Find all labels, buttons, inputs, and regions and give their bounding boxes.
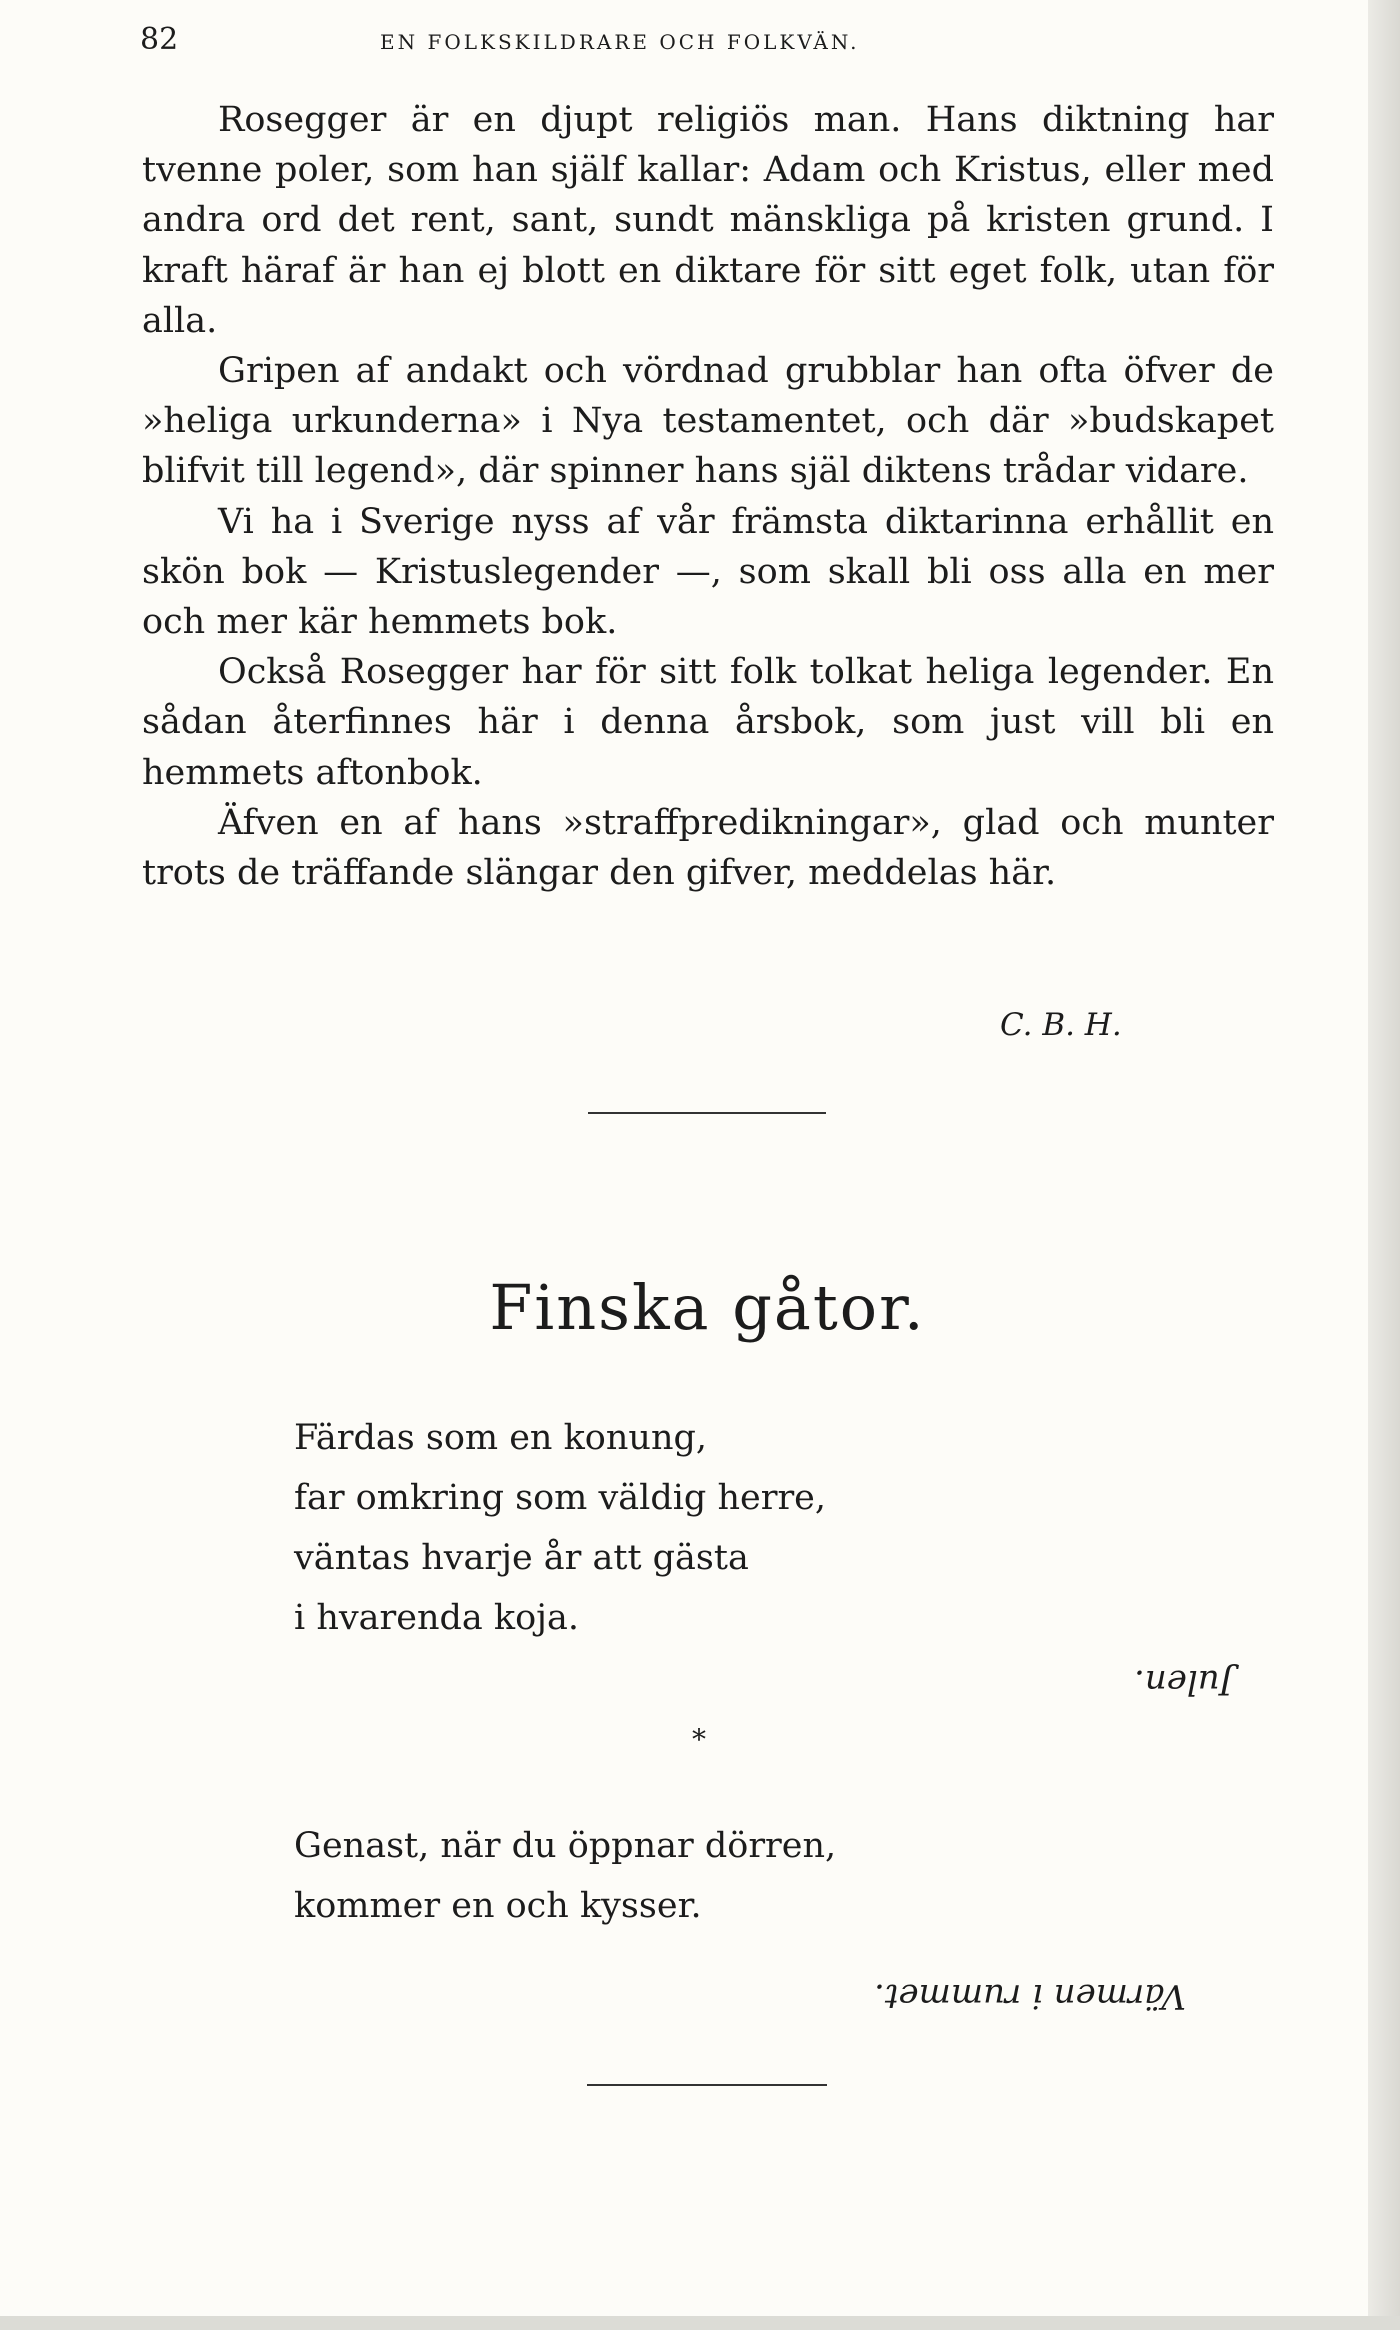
verse-line: Färdas som en konung,: [294, 1418, 708, 1458]
paragraph: Äfven en af hans »straffpredikningar», glad och munter trots de träffande slängar den gifver, meddelas här.: [142, 802, 1274, 894]
author-signature: C. B. H.: [1000, 1007, 1122, 1043]
riddle-answer-inverted: Julen.: [1134, 1662, 1234, 1702]
riddle-separator: *: [692, 1723, 706, 1756]
riddle-verse: [294, 1408, 826, 1648]
paragraph: Gripen af andakt och vördnad grubblar han ofta öfver de »heliga urkunderna» i Nya testamentet, och där »budskapet blifvit till legend», där spinner hans själ diktens trådar vidare.: [142, 351, 1274, 492]
section-divider: [588, 1112, 826, 1114]
end-divider: [587, 2084, 827, 2086]
riddle-verse: [294, 1816, 836, 1936]
article-body: [142, 95, 1274, 898]
verse-line: Genast, när du öppnar dörren,: [294, 1826, 837, 1866]
verse-line: far omkring som väldig herre,: [294, 1478, 827, 1518]
riddle-answer-inverted: Värmen i rummet.: [874, 1976, 1186, 2016]
page-number: 82: [140, 22, 179, 57]
verse-line: i hvarenda koja.: [294, 1598, 580, 1638]
page-header: [140, 20, 1275, 60]
section-title: Finska gåtor.: [489, 1271, 926, 1344]
running-head: EN FOLKSKILDRARE OCH FOLKVÄN.: [380, 30, 860, 54]
paragraph: Också Rosegger har för sitt folk tolkat heliga legender. En sådan återfinnes här i denna årsbok, som just vill bli en hemmets aftonbok.: [142, 652, 1274, 793]
verse-line: väntas hvarje år att gästa: [294, 1538, 749, 1578]
page-edge: [1368, 0, 1400, 2330]
paragraph: Vi ha i Sverige nyss af vår främsta diktarinna erhållit en skön bok — Kristuslegender —, som skall bli oss alla en mer och mer kär hemmets bok.: [142, 501, 1274, 643]
verse-line: kommer en och kysser.: [294, 1886, 702, 1926]
paragraph: Rosegger är en djupt religiös man. Hans diktning har tvenne poler, som han själf kallar: Adam och Kristus, eller med andra ord det rent, sant, sundt mänskliga på kristen grund. I kraft häraf är han ej blott en diktare för sitt eget folk, utan för alla.: [142, 100, 1274, 341]
page-bottom-edge: [0, 2316, 1400, 2330]
